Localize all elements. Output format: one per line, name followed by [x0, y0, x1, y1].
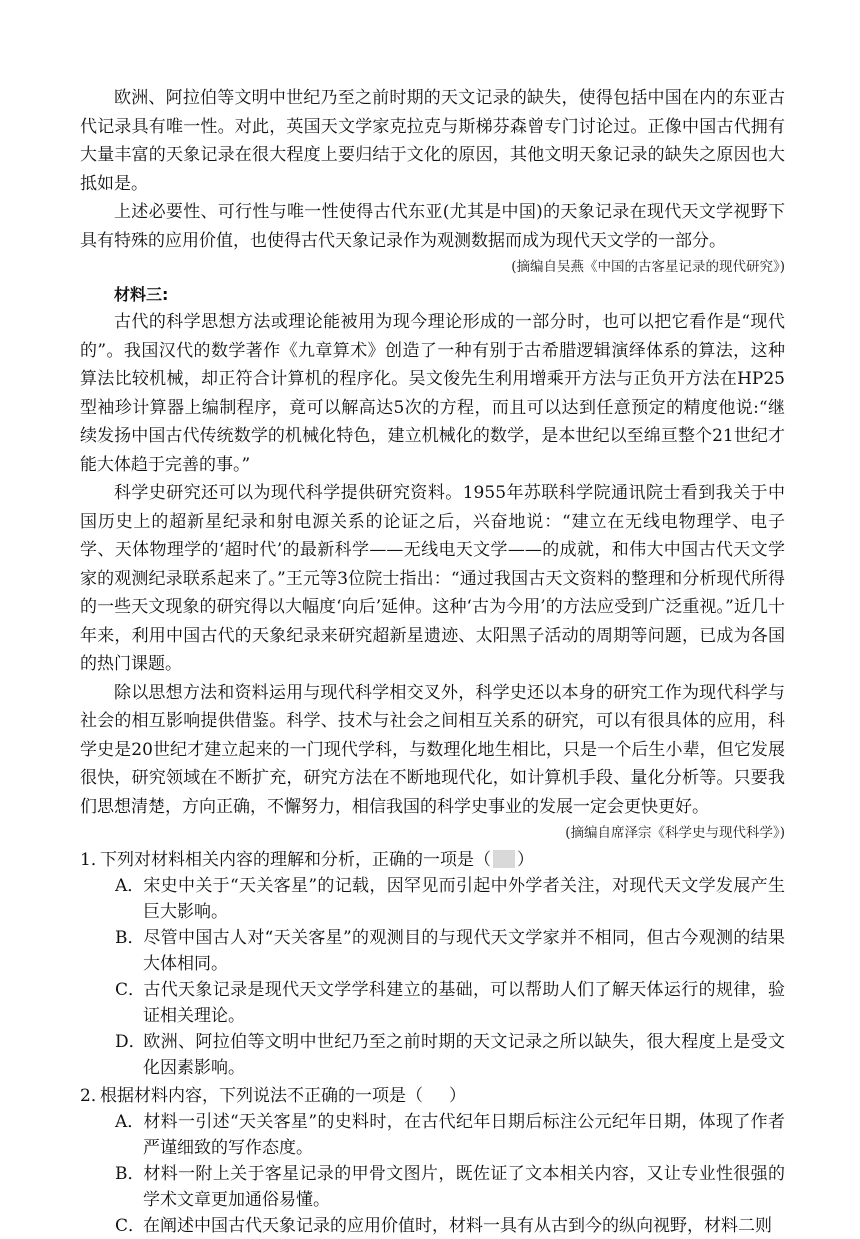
document-page — [80, 84, 785, 1239]
question-2-option-c[interactable] — [80, 1213, 785, 1239]
option-label: B． — [115, 1164, 145, 1184]
question-1-stem — [80, 847, 785, 873]
paragraph-1: 欧洲、阿拉伯等文明中世纪乃至之前时期的天文记录的缺失，使得包括中国在内的东亚古代记录具有唯一性。对此，英国天文学家克拉克与斯梯芬森曾专门讨论过。正像中国古代拥有大量丰富的天象记录在很大程度上要归结于文化的原因，其他文明天象记录的缺失之原因也大抵如是。 — [80, 88, 785, 194]
paragraph-3: 古代的科学思想方法或理论能被用为现今理论形成的一部分时，也可以把它看作是“现代的”。我国汉代的数学著作《九章算术》创造了一种有别于古希腊逻辑演绎体系的算法，这种算法比较机械，却正符合计算机的程序化。吴文俊先生利用增乘开方法与正负开方法在HP25型袖珍计算器上编制程序，竟可以解高达5次的方程，而且可以达到任意预定的精度他说:“继续发扬中国古代传统数学的机械化特色，建立机械化的数学，是本世纪以至绵亘整个21世纪才能大体趋于完善的事。” — [80, 312, 785, 475]
option-text: 材料一引述“天关客星”的史料时，在古代纪年日期后标注公元纪年日期，体现了作者严谨细致的写作态度。 — [143, 1112, 785, 1158]
paragraph-4: 科学史研究还可以为现代科学提供研究资料。1955年苏联科学院通讯院士看到我关于中国历史上的超新星纪录和射电源关系的论证之后，兴奋地说：“建立在无线电物理学、电子学、天体物理学的‘超时代’的最新科学——无线电天文学——的成就，和伟大中国古代天文学家的观测纪录联系起来了。”王元等3位院士指出：“通过我国古天文资料的整理和分析现代所得的一些天文现象的研究得以大幅度‘向后’延伸。这种‘古为今用’的方法应受到广泛重视。”近几十年来，利用中国古代的天象纪录来研究超新星遗迹、太阳黑子活动的周期等问题，已成为各国的热门课题。 — [80, 483, 785, 674]
question-1-option-d[interactable] — [80, 1029, 785, 1081]
question-1-number: 1． — [80, 850, 108, 870]
question-2-text: 根据材料内容，下列说法不正确的一项是（ — [100, 1086, 423, 1106]
question-2-option-a[interactable] — [80, 1109, 785, 1161]
option-label: C． — [115, 980, 146, 1000]
option-text: 材料一附上关于客星记录的甲骨文图片，既佐证了文本相关内容，又让专业性很强的学术文章更加通俗易懂。 — [143, 1164, 785, 1210]
question-2-stem — [80, 1083, 785, 1109]
question-1-text: 下列对材料相关内容的理解和分析，正确的一项是（ — [100, 850, 491, 870]
option-text: 宋史中关于“天关客星”的记载，因罕见而引起中外学者关注，对现代天文学发展产生巨大影响。 — [143, 876, 785, 922]
source-citation-1: (摘编自吴燕《中国的古客星记录的现代研究》) — [511, 259, 785, 275]
question-2-close: ） — [449, 1086, 466, 1106]
answer-blank-2[interactable] — [425, 1086, 447, 1104]
question-2-number: 2． — [80, 1086, 108, 1106]
question-2 — [80, 1083, 785, 1239]
option-text: 欧洲、阿拉伯等文明中世纪乃至之前时期的天文记录之所以缺失，很大程度上是受文化因素影响。 — [143, 1032, 785, 1078]
paragraph-5: 除以思想方法和资料运用与现代科学相交叉外，科学史还以本身的研究工作为现代科学与社会的相互影响提供借鉴。科学、技术与社会之间相互关系的研究，可以有很具体的应用，科学史是20世纪才建立起来的一门现代学科，与数理化地生相比，只是一个后生小辈，但它发展很快，研究领域在不断扩充，研究方法在不断地现代化，如计算机手段、量化分析等。只要我们思想清楚，方向正确，不懈努力，相信我国的科学史事业的发展一定会更快更好。 — [80, 682, 785, 817]
question-2-option-b[interactable] — [80, 1161, 785, 1213]
option-label: A． — [115, 876, 145, 896]
option-text: 尽管中国古人对“天关客星”的观测目的与现代天文学家并不相同，但古今观测的结果大体相同。 — [143, 928, 785, 974]
question-1-option-a[interactable] — [80, 873, 785, 925]
paragraph-2: 上述必要性、可行性与唯一性使得古代东亚(尤其是中国)的天象记录在现代天文学视野下具有特殊的应用价值，也使得古代天象记录作为观测数据而成为现代天文学的一部分。 — [80, 202, 785, 251]
option-text: 古代天象记录是现代天文学学科建立的基础，可以帮助人们了解天体运行的规律，验证相关理论。 — [143, 980, 785, 1026]
question-1-option-c[interactable] — [80, 977, 785, 1029]
option-label: C． — [115, 1216, 146, 1236]
question-1-close: ） — [517, 850, 534, 870]
option-label: D． — [115, 1032, 146, 1052]
question-1-option-b[interactable] — [80, 925, 785, 977]
material-3-heading: 材料三: — [114, 285, 169, 304]
option-label: B． — [115, 928, 145, 948]
source-citation-2: (摘编自席泽宗《科学史与现代科学》) — [565, 825, 785, 841]
answer-blank-1[interactable] — [493, 850, 515, 868]
option-text: 在阐述中国古代天象记录的应用价值时，材料一具有从古到今的纵向视野，材料二则 — [143, 1216, 772, 1236]
option-label: A． — [115, 1112, 145, 1132]
question-1 — [80, 847, 785, 1081]
